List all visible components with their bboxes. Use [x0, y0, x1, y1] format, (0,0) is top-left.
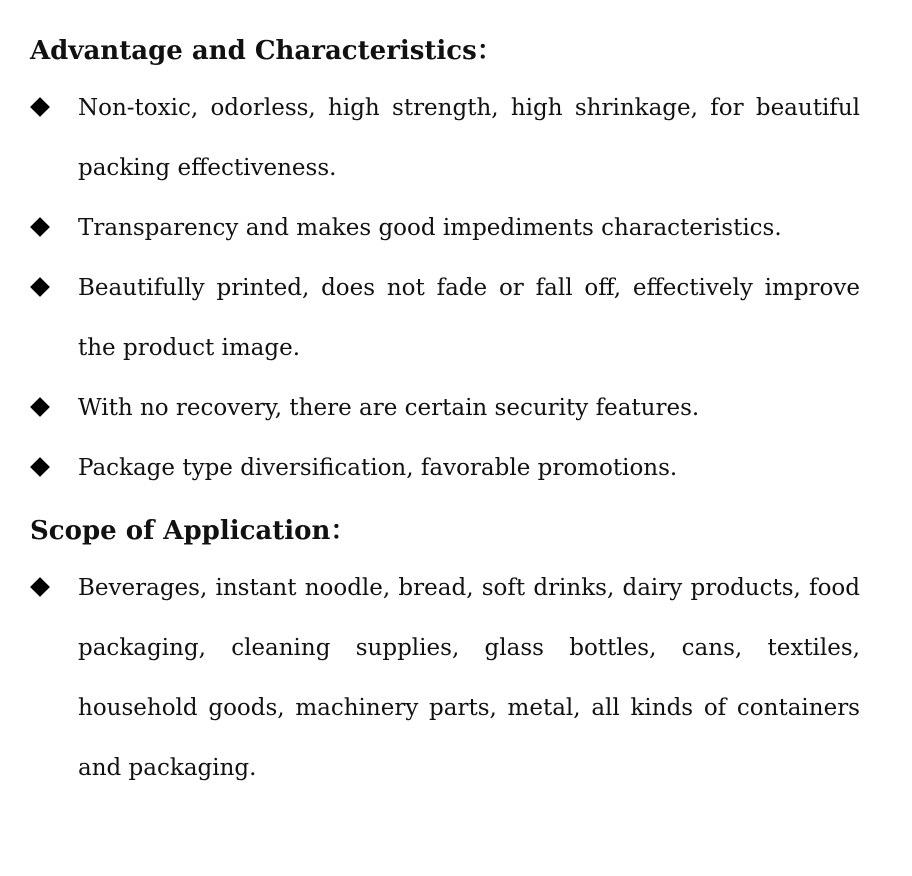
list-item-text: Beverages, instant noodle, bread, soft drinks, dairy products, food packaging, cleaning supplies, glass bottles, cans, textiles, household goods, machinery parts, metal, all kinds of containers and packaging. — [78, 575, 860, 781]
scope-heading: Scope of Application： — [30, 516, 357, 546]
list-item — [30, 198, 860, 258]
list-item — [30, 558, 860, 798]
diamond-icon — [30, 457, 50, 477]
list-item — [30, 438, 860, 498]
diamond-icon — [30, 217, 50, 237]
list-item — [30, 258, 860, 378]
list-item-text: Non-toxic, odorless, high strength, high shrinkage, for beautiful packing effectiveness. — [78, 95, 860, 181]
list-item — [30, 378, 860, 438]
diamond-icon — [30, 397, 50, 417]
list-item-text: Package type diversification, favorable promotions. — [78, 455, 678, 481]
advantage-heading: Advantage and Characteristics： — [30, 36, 503, 66]
list-item — [30, 78, 860, 198]
list-item-text: With no recovery, there are certain security features. — [78, 395, 700, 421]
list-item-text: Beautifully printed, does not fade or fall off, effectively improve the product image. — [78, 275, 860, 361]
scope-list — [30, 558, 860, 798]
advantage-list — [30, 78, 860, 498]
diamond-icon — [30, 577, 50, 597]
list-item-text: Transparency and makes good impediments characteristics. — [78, 215, 782, 241]
diamond-icon — [30, 277, 50, 297]
diamond-icon — [30, 97, 50, 117]
